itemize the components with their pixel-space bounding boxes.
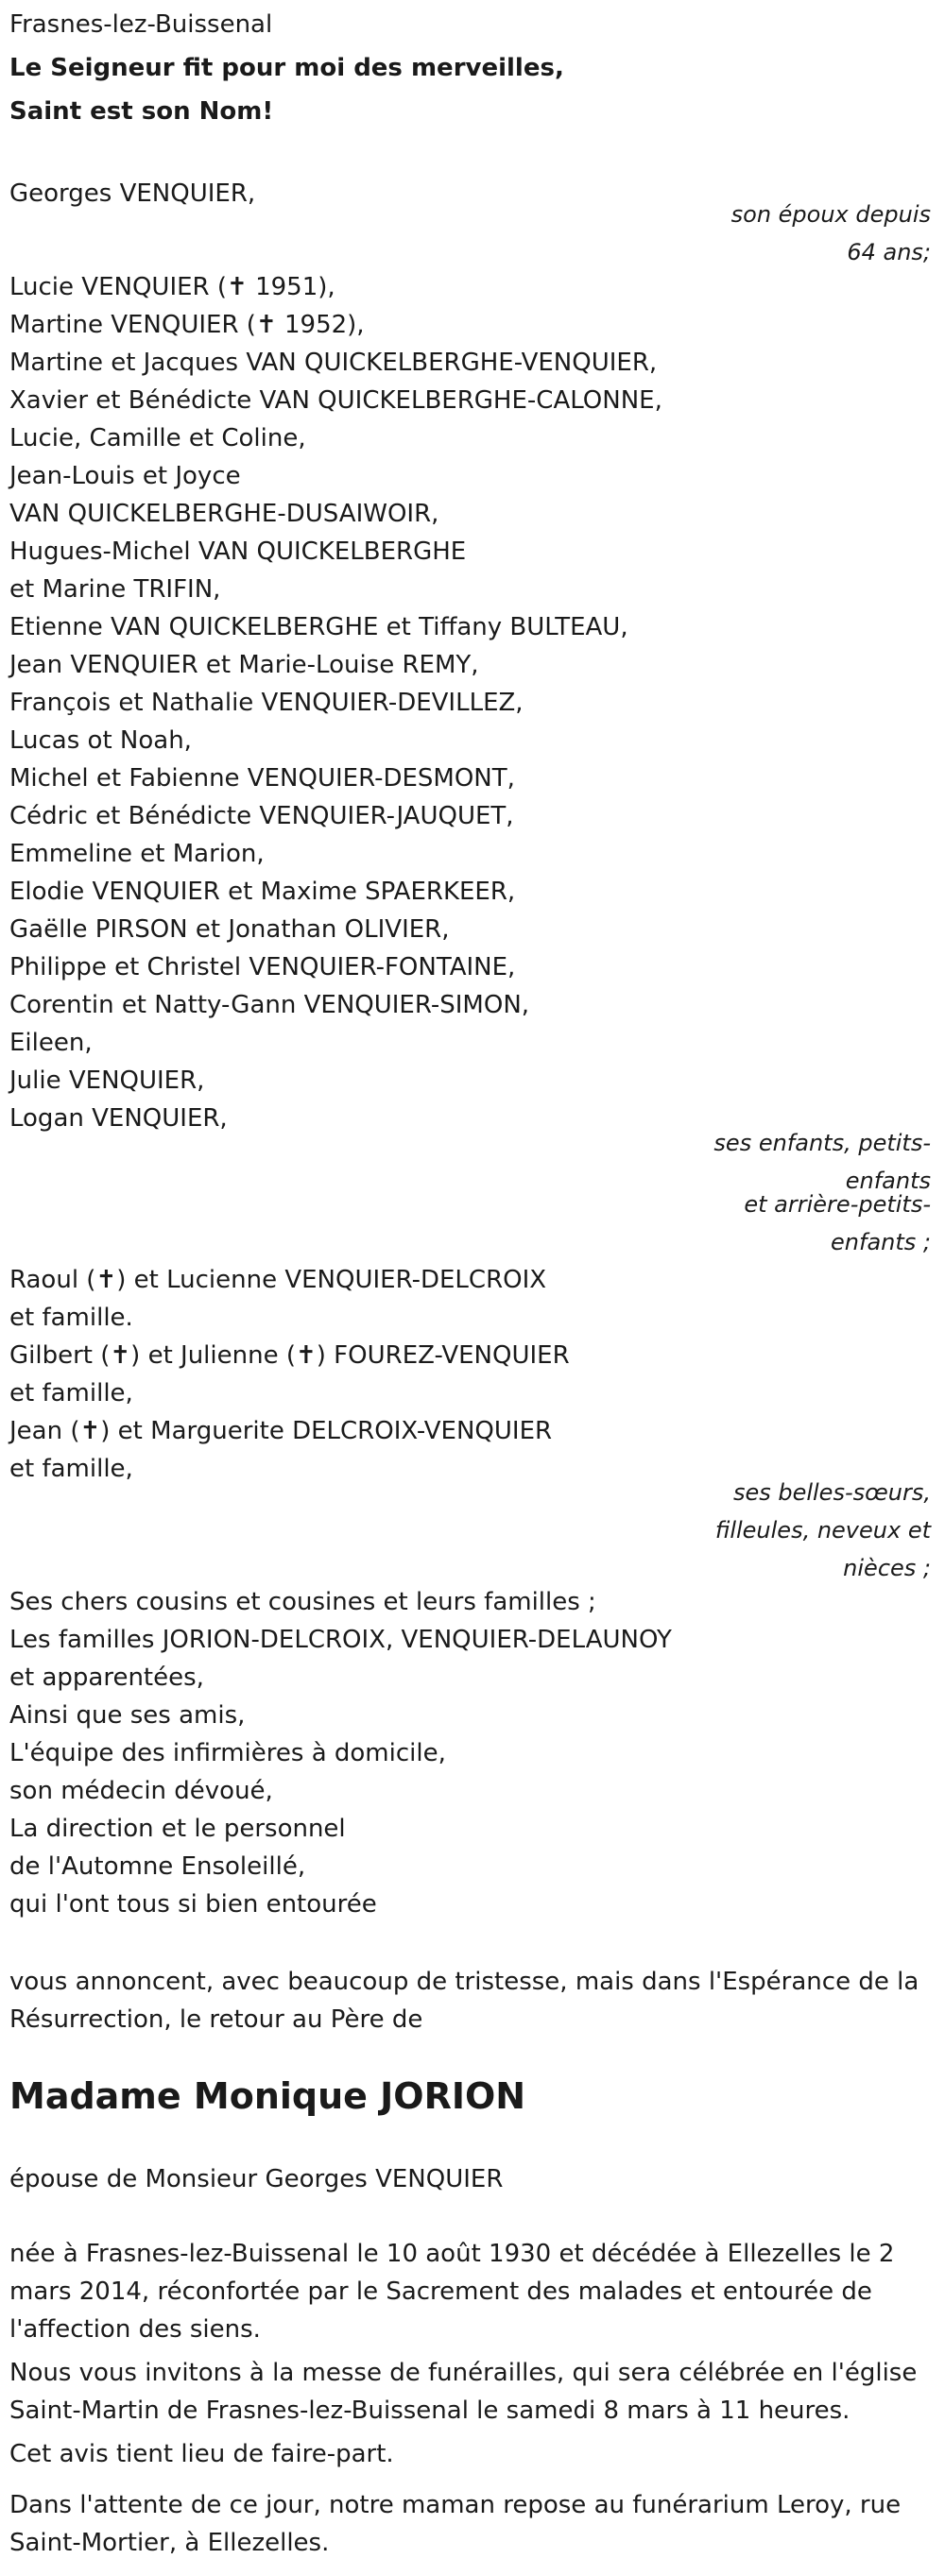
children-relation-4: enfants ; <box>831 1229 931 1255</box>
list-item: et famille, <box>9 1379 133 1407</box>
header <box>9 6 940 130</box>
list-item: Lucas ot Noah, <box>9 726 192 755</box>
list-item: Etienne VAN QUICKELBERGHE et Tiffany BULTEAU, <box>9 613 628 641</box>
notice-line: Cet avis tient lieu de faire-part. <box>9 2440 394 2468</box>
list-item: Philippe et Christel VENQUIER-FONTAINE, <box>9 953 516 981</box>
list-item: Ses chers cousins et cousines et leurs familles ; <box>9 1588 596 1616</box>
funeral-paragraph: Nous vous invitons à la messe de funérailles, qui sera célébrée en l'église Saint-Martin de Frasnes-lez-Buissenal le samedi 8 mars à 11 heures. <box>9 2359 918 2425</box>
list-item: Jean-Louis et Joyce <box>9 462 241 490</box>
list-item: Gilbert (✝) et Julienne (✝) FOUREZ-VENQUIER <box>9 1341 570 1370</box>
children-relation-1: ses enfants, petits- <box>713 1130 931 1156</box>
list-item: et famille. <box>9 1304 133 1332</box>
list-item: Gaëlle PIRSON et Jonathan OLIVIER, <box>9 915 450 944</box>
list-item: Corentin et Natty-Gann VENQUIER-SIMON, <box>9 991 530 1019</box>
list-item: Martine VENQUIER (✝ 1952), <box>9 311 365 339</box>
list-item: La direction et le personnel <box>9 1815 346 1843</box>
spouse-relation-1: son époux depuis <box>730 201 931 228</box>
list-item: et apparentées, <box>9 1663 204 1692</box>
verse-line-2: Saint est son Nom! <box>9 97 274 126</box>
verse-line-1: Le Seigneur fit pour moi des merveilles, <box>9 54 564 82</box>
list-item: Ainsi que ses amis, <box>9 1701 246 1730</box>
list-item: VAN QUICKELBERGHE-DUSAIWOIR, <box>9 500 439 528</box>
list-item: Eileen, <box>9 1029 93 1057</box>
list-item: Julie VENQUIER, <box>9 1066 205 1095</box>
list-item: et Marine TRIFIN, <box>9 575 221 604</box>
list-item: Xavier et Bénédicte VAN QUICKELBERGHE-CALONNE, <box>9 386 662 415</box>
siblings-relation-1: ses belles-sœurs, <box>732 1479 931 1506</box>
list-item: Martine et Jacques VAN QUICKELBERGHE-VENQUIER, <box>9 349 658 377</box>
siblings-list <box>9 1261 940 1488</box>
children-relation-3: et arrière-petits- <box>744 1191 931 1218</box>
list-item: Logan VENQUIER, <box>9 1104 228 1133</box>
list-item: François et Nathalie VENQUIER-DEVILLEZ, <box>9 689 524 717</box>
siblings-relation-3: nièces ; <box>843 1555 931 1581</box>
list-item: Cédric et Bénédicte VENQUIER-JAUQUET, <box>9 802 514 830</box>
announcement-text: vous annoncent, avec beaucoup de tristesse, mais dans l'Espérance de la Résurrection, le retour au Père de <box>9 1968 919 2034</box>
list-item: qui l'ont tous si bien entourée <box>9 1890 377 1919</box>
list-item: Jean (✝) et Marguerite DELCROIX-VENQUIER <box>9 1417 553 1445</box>
list-item: Lucie, Camille et Coline, <box>9 424 306 452</box>
list-item: Emmeline et Marion, <box>9 840 265 868</box>
list-item: et famille, <box>9 1455 133 1483</box>
list-item: L'équipe des infirmières à domicile, <box>9 1739 446 1767</box>
spouse-relation-2: 64 ans; <box>847 239 931 265</box>
list-item: Michel et Fabienne VENQUIER-DESMONT, <box>9 764 515 793</box>
spouse-of-line: épouse de Monsieur Georges VENQUIER <box>9 2165 504 2193</box>
children-relation-2: enfants <box>845 1168 931 1194</box>
list-item: son médecin dévoué, <box>9 1777 273 1805</box>
list-item: Jean VENQUIER et Marie-Louise REMY, <box>9 651 479 679</box>
children-list <box>9 268 940 1137</box>
birth-death-paragraph: née à Frasnes-lez-Buissenal le 10 août 1930 et décédée à Ellezelles le 2 mars 2014, réconfortée par le Sacrement des malades et entourée de l'affection des siens. <box>9 2240 895 2344</box>
list-item: Raoul (✝) et Lucienne VENQUIER-DELCROIX <box>9 1266 547 1294</box>
others-list <box>9 1583 940 1923</box>
list-item: de l'Automne Ensoleillé, <box>9 1852 306 1881</box>
list-item: Lucie VENQUIER (✝ 1951), <box>9 273 335 301</box>
deceased-name: Madame Monique JORION <box>9 2075 526 2117</box>
list-item: Hugues-Michel VAN QUICKELBERGHE <box>9 537 467 566</box>
place-line: Frasnes-lez-Buissenal <box>9 10 273 39</box>
list-item: Les familles JORION-DELCROIX, VENQUIER-DELAUNOY <box>9 1626 672 1654</box>
list-item: Elodie VENQUIER et Maxime SPAERKEER, <box>9 878 516 906</box>
rest-paragraph: Dans l'attente de ce jour, notre maman repose au funérarium Leroy, rue Saint-Mortier, à Ellezelles. <box>9 2491 902 2557</box>
siblings-relation-2: filleules, neveux et <box>714 1517 931 1544</box>
spouse-name: Georges VENQUIER, <box>9 179 256 208</box>
